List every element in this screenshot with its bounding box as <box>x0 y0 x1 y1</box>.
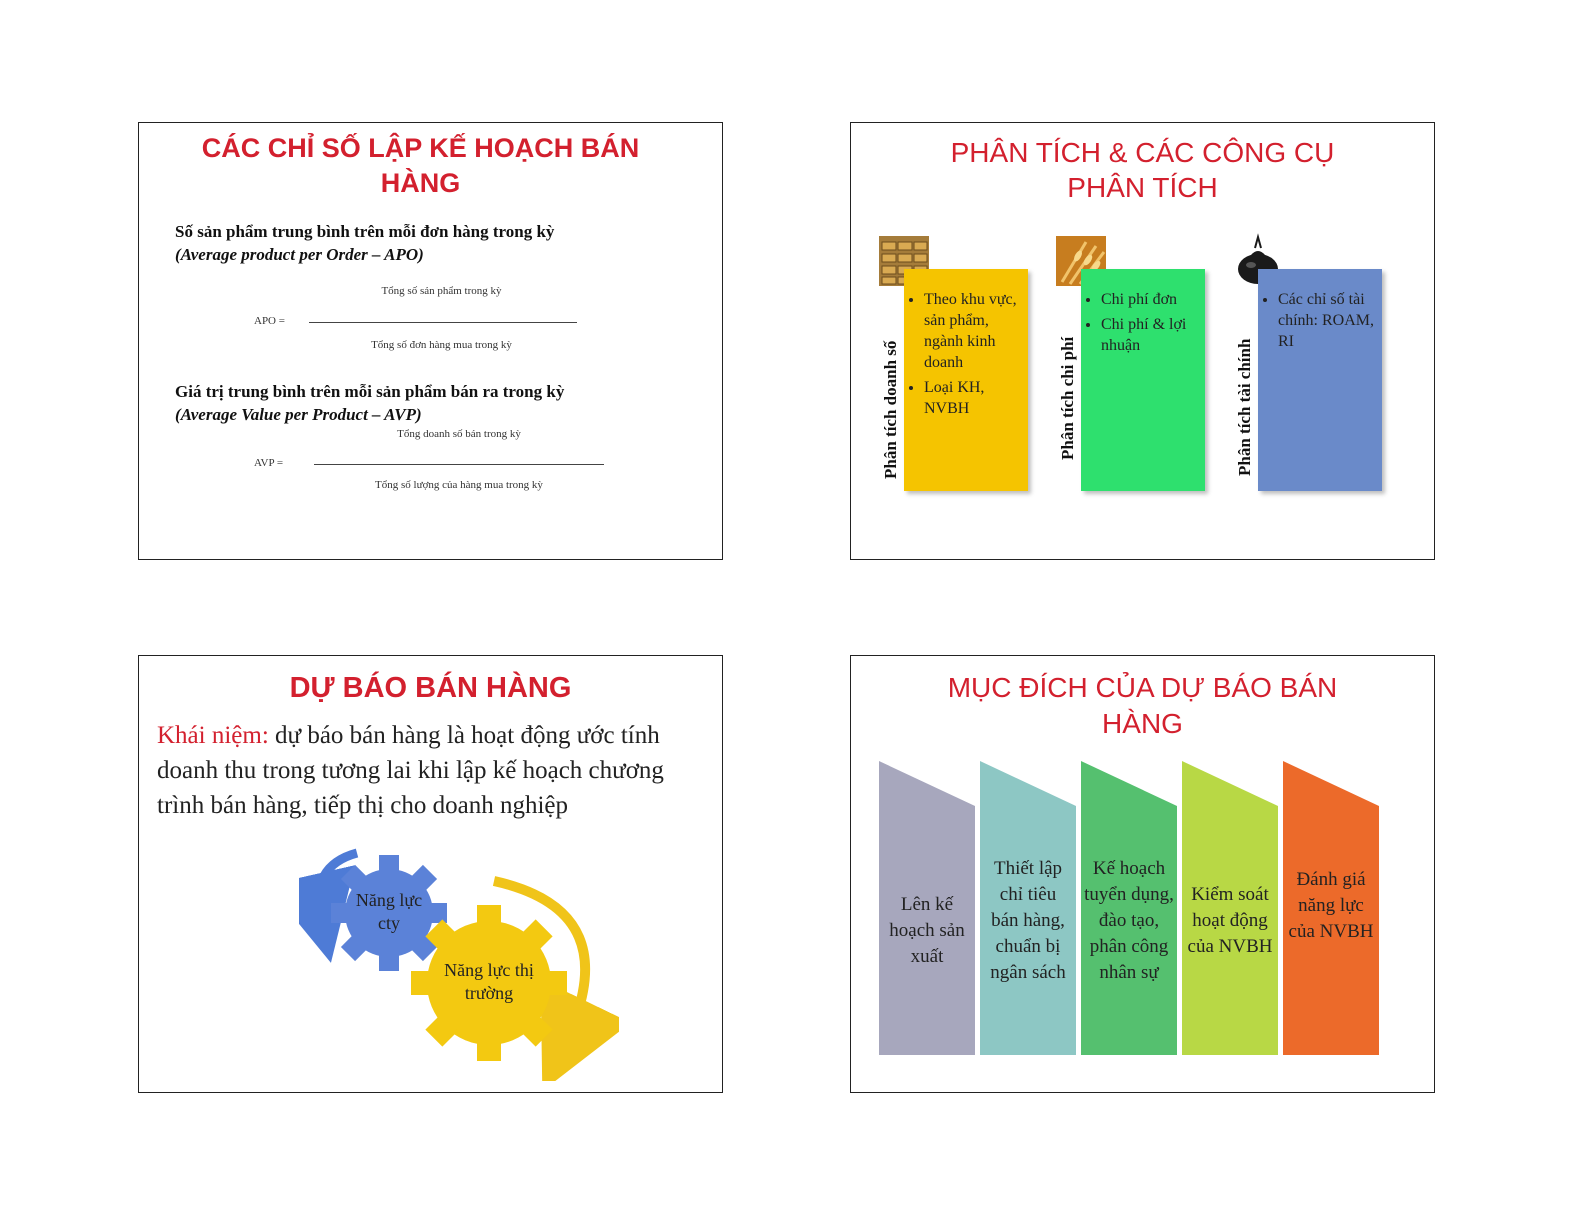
slide-analysis-tools <box>850 122 1435 560</box>
gear-yellow-label: Năng lực thị trường <box>444 960 534 1003</box>
concept-text: dự báo bán hàng là hoạt động ước tính doanh thu trong tương lai khi lập kế hoạch chương trình bán hàng, tiếp thị cho doanh nghiệp <box>157 722 664 819</box>
column-box-sales <box>904 269 1028 491</box>
apo-denominator: Tổng số đơn hàng mua trong kỳ <box>371 339 512 351</box>
concept-paragraph <box>157 718 712 823</box>
title-line-1: CÁC CHỈ SỐ LẬP KẾ HOẠCH BÁN <box>201 133 640 163</box>
column-label-sales: Phân tích doanh số <box>881 340 900 479</box>
title-line-1: MỤC ĐÍCH CỦA DỰ BÁO BÁN <box>947 672 1338 703</box>
slide-forecast-purposes <box>850 655 1435 1093</box>
column-label-cost: Phân tích chi phí <box>1058 336 1077 460</box>
step-3-text: Kế hoạch tuyển dụng, đào tạo, phân công nhân sự <box>1084 858 1174 983</box>
bullet-sales-1: • Theo khu vực, sản phẩm, ngành kinh doanh <box>924 289 1028 373</box>
apo-english: (Average product per Order – APO) <box>175 245 424 264</box>
avp-denominator: Tổng số lượng của hàng mua trong kỳ <box>375 479 543 491</box>
concept-label: Khái niệm: <box>157 722 269 749</box>
slide-title <box>159 131 682 201</box>
title-line-2: HÀNG <box>1102 708 1183 739</box>
column-box-cost <box>1081 269 1205 491</box>
slide-sales-planning-indices <box>138 122 723 560</box>
bullet-cost-1: • Chi phí đơn <box>1101 289 1205 310</box>
avp-english: (Average Value per Product – AVP) <box>175 405 422 424</box>
avp-fraction-line <box>314 464 604 465</box>
slide-sales-forecast <box>138 655 723 1093</box>
bullet-cost-2: • Chi phí & lợi nhuận <box>1101 314 1205 356</box>
avp-heading: Giá trị trung bình trên mỗi sản phẩm bán ra trong kỳ <box>175 382 565 401</box>
slide-title: DỰ BÁO BÁN HÀNG <box>289 672 572 704</box>
title-line-2: PHÂN TÍCH <box>1067 172 1218 203</box>
bullet-sales-2: • Loại KH, NVBH <box>924 377 1028 419</box>
step-5-text: Đánh giá năng lực của NVBH <box>1288 869 1374 942</box>
avp-numerator: Tổng doanh số bán trong kỳ <box>397 428 521 440</box>
bullet-finance-1: • Các chỉ số tài chính: ROAM, RI <box>1278 289 1382 352</box>
title-line-2: HÀNG <box>380 168 461 198</box>
step-4-text: Kiểm soát hoạt động của NVBH <box>1187 884 1273 957</box>
column-label-finance: Phân tích tài chính <box>1235 338 1254 476</box>
gear-blue-label: Năng lực cty <box>355 890 423 933</box>
apo-fraction-line <box>309 322 577 323</box>
step-2-text: Thiết lập chỉ tiêu bán hàng, chuẩn bị ngân sách <box>990 858 1066 983</box>
apo-numerator: Tổng số sản phẩm trong kỳ <box>381 285 502 297</box>
apo-heading: Số sản phẩm trung bình trên mỗi đơn hàng trong kỳ <box>175 222 555 241</box>
slide-title <box>851 135 1434 205</box>
step-1-text: Lên kế hoạch sản xuất <box>889 894 965 967</box>
avp-label: AVP = <box>254 457 284 469</box>
column-box-finance <box>1258 269 1382 491</box>
apo-label: APO = <box>254 315 285 327</box>
title-line-1: PHÂN TÍCH & CÁC CÔNG CỤ <box>950 137 1335 168</box>
